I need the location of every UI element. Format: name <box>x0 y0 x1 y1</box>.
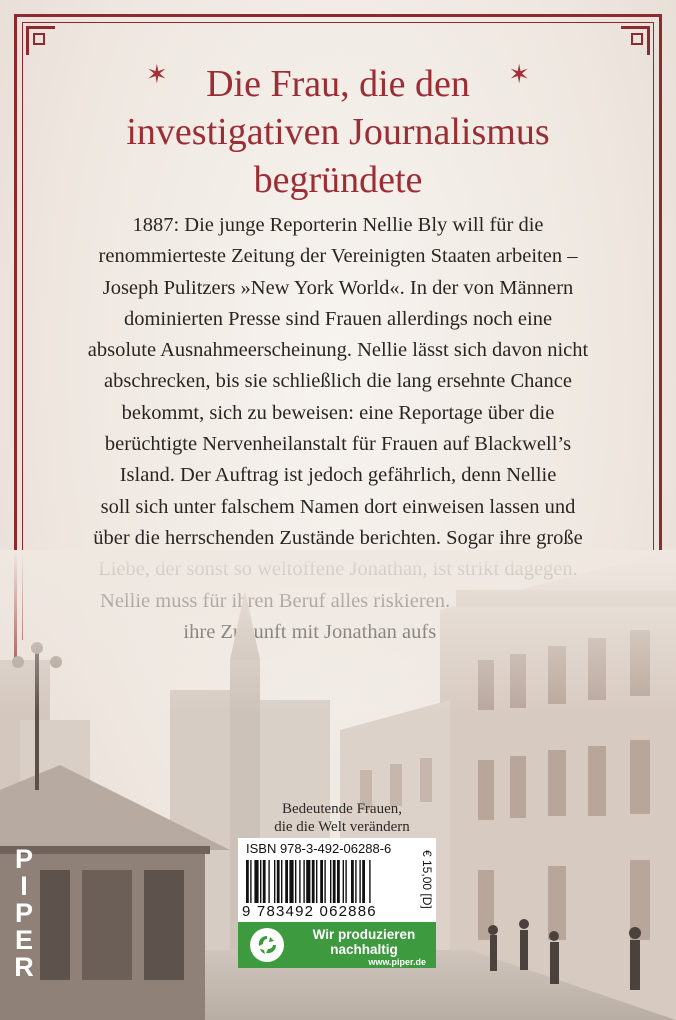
blurb-line: dominierten Presse sind Frauen allerdings noch eine <box>123 307 553 330</box>
publisher-letter: E <box>14 925 33 955</box>
barcode-bar <box>359 860 360 906</box>
headline-line: begründete <box>253 159 423 201</box>
barcode-bar <box>337 860 340 906</box>
tagline-line: die die Welt verändern <box>274 819 410 835</box>
headline-line: Die Frau, die den <box>206 63 470 105</box>
barcode-bar <box>246 860 249 906</box>
barcode-bar <box>351 860 354 906</box>
barcode-icon <box>246 860 416 906</box>
barcode-bar <box>345 860 346 906</box>
series-tagline <box>262 800 422 836</box>
headline-line: investigativen Journalismus <box>126 111 550 153</box>
barcode-bar <box>254 860 258 906</box>
barcode-bar <box>268 860 269 906</box>
blurb-line: renommierteste Zeitung der Vereinigten Staaten arbeiten – <box>98 245 578 268</box>
publisher-letter: I <box>20 871 28 901</box>
barcode-bar <box>250 860 251 906</box>
corner-ornament-left <box>26 26 55 55</box>
eco-badge-title <box>296 927 432 957</box>
barcode-bar <box>260 860 261 906</box>
barcode-bar <box>362 860 365 906</box>
tagline-line: Bedeutende Frauen, <box>282 801 402 817</box>
publisher-letter: P <box>14 898 33 928</box>
blurb-line: abschrecken, bis sie schließlich die lang ersehnte Chance <box>104 370 572 393</box>
barcode-bar <box>289 860 293 906</box>
blurb-line: 1887: Die junge Reporterin Nellie Bly will für die <box>132 214 544 236</box>
corner-ornament-right <box>621 26 650 55</box>
barcode-digits: 9 783492 062886 <box>242 903 414 920</box>
barcode-bar <box>295 860 296 906</box>
barcode-bar <box>263 860 266 906</box>
barcode-bar <box>299 860 300 906</box>
barcode-bar <box>330 860 331 906</box>
barcode-bar <box>285 860 288 906</box>
blurb-line: Island. Der Auftrag ist jedoch gefährlich, denn Nellie <box>119 464 557 487</box>
star-icon: ✶ <box>146 60 168 89</box>
barcode-bar <box>343 860 344 906</box>
price-text: € 15,00 [D] <box>420 849 434 909</box>
barcode-bar <box>333 860 336 906</box>
publisher-logo <box>8 846 40 981</box>
barcode-bar <box>316 860 317 906</box>
blurb-line: bekommt, sich zu beweisen: eine Reportage über die <box>121 401 555 424</box>
blurb-line: über die herrschenden Zustände berichten. Sogar ihre große <box>93 526 583 549</box>
barcode-bar <box>312 860 315 906</box>
publisher-url[interactable]: www.piper.de <box>368 957 426 967</box>
barcode-panel <box>238 838 436 922</box>
blurb-line: Joseph Pulitzers »New York World«. In der von Männern <box>102 276 574 299</box>
eco-badge-line: Wir produzieren <box>312 927 416 942</box>
blurb-line: soll sich unter falschem Namen dort einweisen lassen und <box>100 495 576 518</box>
publisher-letter: R <box>14 952 34 982</box>
headline <box>60 60 616 204</box>
barcode-bar <box>324 860 325 906</box>
star-icon: ✶ <box>508 60 530 89</box>
eco-badge-line: nachhaltig <box>330 942 398 957</box>
recycle-leaf-icon <box>250 928 284 962</box>
blurb-line: berüchtigte Nervenheilanstalt für Frauen auf Blackwell’s <box>104 433 572 456</box>
eco-badge <box>238 922 436 968</box>
blurb-line: absolute Ausnahmeerscheinung. Nellie lässt sich davon nicht <box>87 339 589 362</box>
barcode-bar <box>306 860 310 906</box>
barcode-bar <box>369 860 370 906</box>
publisher-letter: P <box>14 844 33 874</box>
barcode-bar <box>303 860 304 906</box>
isbn-text: ISBN 978-3-492-06288-6 <box>246 841 392 856</box>
barcode-bar <box>320 860 323 906</box>
barcode-bar <box>277 860 280 906</box>
barcode-bar <box>355 860 356 906</box>
barcode-bar <box>281 860 282 906</box>
barcode-bar <box>274 860 275 906</box>
